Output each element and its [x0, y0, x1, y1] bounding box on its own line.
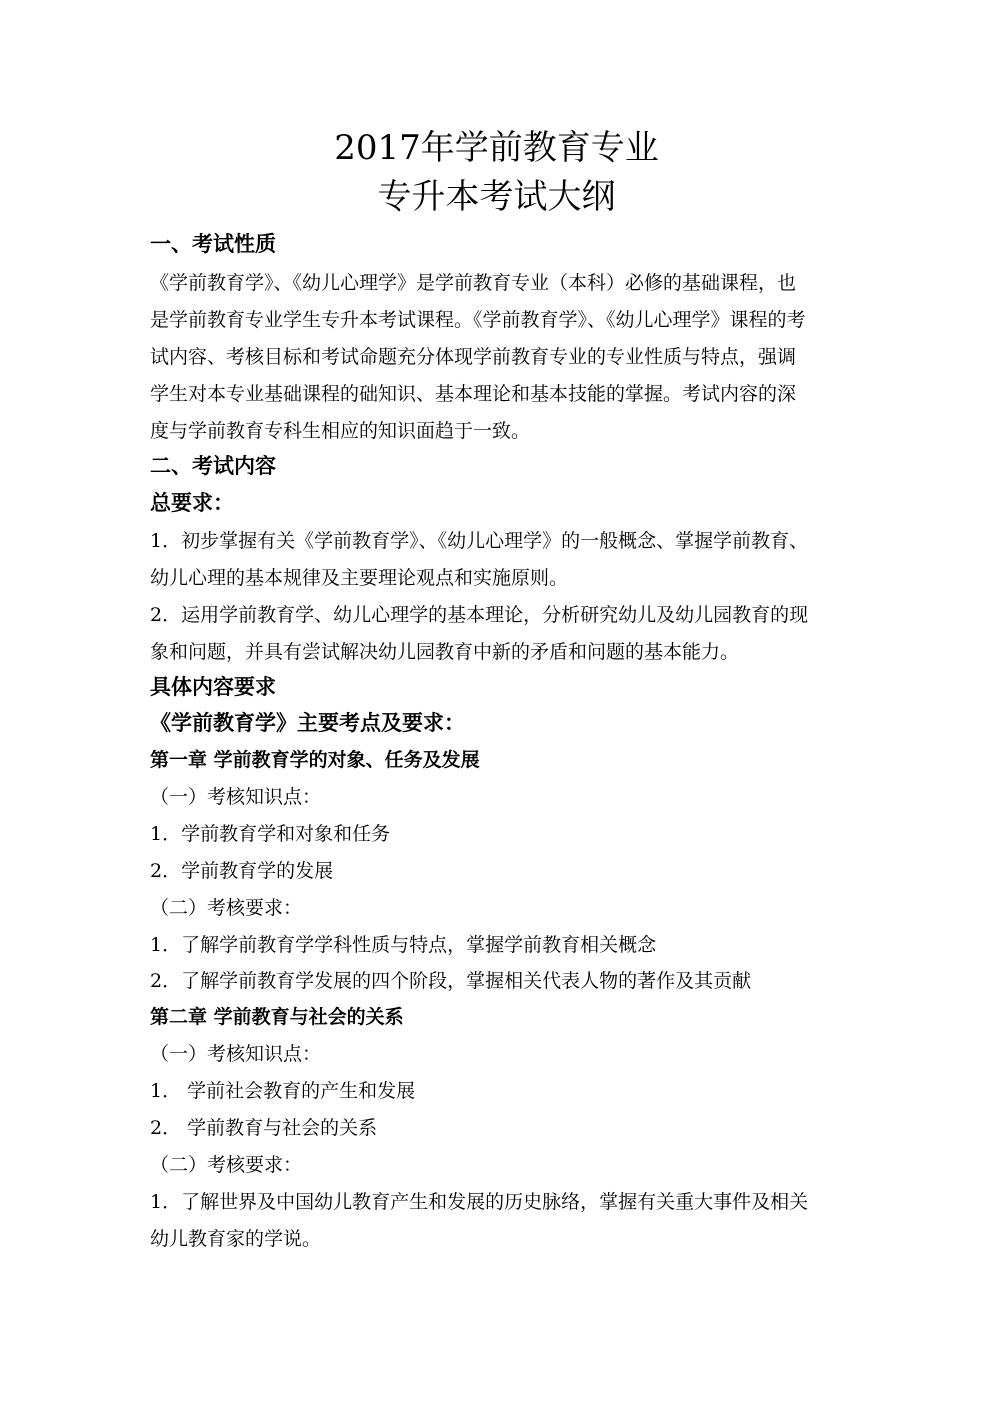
- chapter2-requirement-line: 幼儿教育家的学说。: [150, 1228, 322, 1250]
- specific-requirements-heading: 具体内容要求: [150, 674, 276, 699]
- general-requirement-line: 2．运用学前教育学、幼儿心理学的基本理论，分析研究幼儿及幼儿园教育的现: [150, 604, 809, 626]
- general-requirement-line: 幼儿心理的基本规律及主要理论观点和实施原则。: [150, 567, 569, 589]
- paragraph-line: 《学前教育学》、《幼儿心理学》是学前教育专业（本科）必修的基础课程，也: [150, 272, 797, 294]
- chapter1-knowledge-heading: （一）考核知识点：: [150, 786, 322, 808]
- general-requirement-line: 象和问题，并具有尝试解决幼儿园教育中新的矛盾和问题的基本能力。: [150, 641, 740, 663]
- chapter1-knowledge-item: 1．学前教育学和对象和任务: [150, 823, 391, 845]
- chapter2-requirement-line: 1．了解世界及中国幼儿教育产生和发展的历史脉络，掌握有关重大事件及相关: [150, 1191, 809, 1213]
- chapter1-heading: 第一章 学前教育学的对象、任务及发展: [150, 749, 480, 771]
- section-heading-nature: 一、考试性质: [150, 231, 276, 256]
- chapter1-requirements-heading: （二）考核要求：: [150, 897, 303, 919]
- chapter2-knowledge-heading: （一）考核知识点：: [150, 1043, 322, 1065]
- general-requirements-heading: 总要求：: [150, 490, 234, 515]
- chapter1-knowledge-item: 2．学前教育学的发展: [150, 860, 334, 882]
- section-heading-content: 二、考试内容: [150, 453, 276, 478]
- paragraph-line: 是学前教育专业学生专升本考试课程。《学前教育学》、《幼儿心理学》课程的考: [150, 309, 806, 331]
- paragraph-line: 度与学前教育专科生相应的知识面趋于一致。: [150, 420, 531, 442]
- chapter2-knowledge-item: 2． 学前教育与社会的关系: [150, 1117, 378, 1139]
- document-title-line1: 2017年学前教育专业: [334, 128, 659, 168]
- document-title-line2: 专升本考试大纲: [377, 177, 616, 217]
- book-heading: 《学前教育学》主要考点及要求：: [150, 710, 465, 735]
- chapter2-knowledge-item: 1． 学前社会教育的产生和发展: [150, 1080, 416, 1102]
- chapter1-requirement-item: 2．了解学前教育学发展的四个阶段，掌握相关代表人物的著作及其贡献: [150, 970, 752, 992]
- paragraph-line: 学生对本专业基础课程的础知识、基本理论和基本技能的掌握。考试内容的深: [150, 383, 797, 405]
- paragraph-line: 试内容、考核目标和考试命题充分体现学前教育专业的专业性质与特点，强调: [150, 346, 797, 368]
- chapter2-heading: 第二章 学前教育与社会的关系: [150, 1006, 404, 1028]
- general-requirement-line: 1．初步掌握有关《学前教育学》、《幼儿心理学》的一般概念、掌握学前教育、: [150, 530, 809, 552]
- chapter2-requirements-heading: （二）考核要求：: [150, 1154, 303, 1176]
- chapter1-requirement-item: 1．了解学前教育学学科性质与特点，掌握学前教育相关概念: [150, 934, 657, 956]
